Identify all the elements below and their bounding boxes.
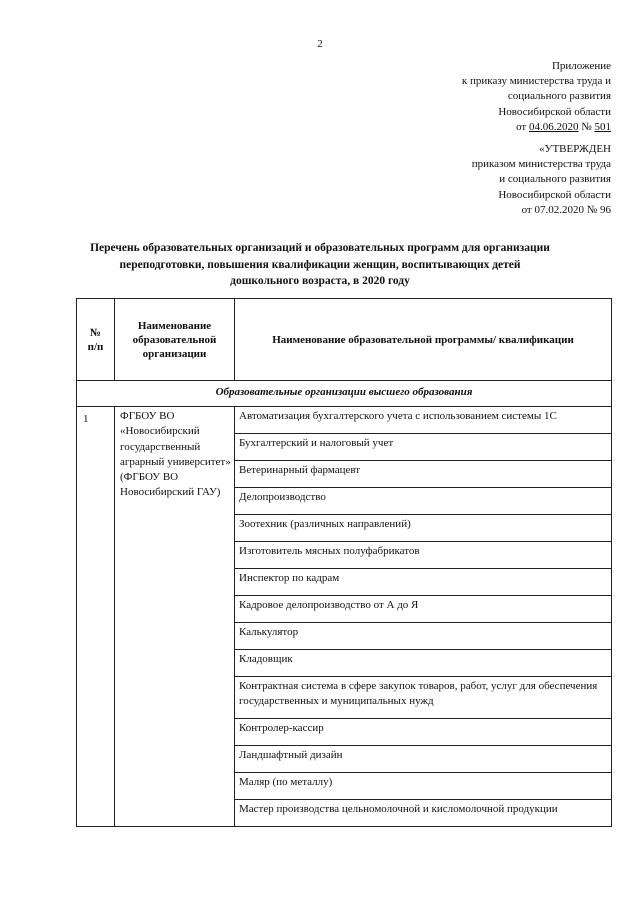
- approved-line: и социального развития: [499, 173, 611, 186]
- appendix-date-prefix: от: [516, 120, 529, 133]
- program-item: Маляр (по металлу): [235, 773, 611, 800]
- program-item: Ветеринарный фармацевт: [235, 461, 611, 488]
- section-title: Образовательные организации высшего образования: [77, 381, 611, 407]
- program-item: Делопроизводство: [235, 488, 611, 515]
- header-organization: [115, 299, 235, 380]
- program-item: Контролер-кассир: [235, 719, 611, 746]
- document-title: [60, 240, 580, 290]
- approved-line: «УТВЕРЖДЕН: [539, 143, 611, 155]
- row-organization: ФГБОУ ВО «Новосибирский государственный аграрный университет» (ФГБОУ ВО Новосибирский ГАУ): [115, 407, 235, 826]
- program-item: Бухгалтерский и налоговый учет: [235, 434, 611, 461]
- table-header-row: [77, 299, 611, 381]
- program-item: Контрактная система в сфере закупок товаров, работ, услуг для обеспечения государственных и муниципальных нужд: [235, 677, 611, 719]
- program-item: Кладовщик: [235, 650, 611, 677]
- approved-block: [472, 142, 611, 218]
- appendix-number-sign: №: [578, 120, 595, 133]
- program-item: Изготовитель мясных полуфабрикатов: [235, 542, 611, 569]
- program-list: [235, 407, 611, 826]
- header-program-text: Наименование образовательной программы/ квалификации: [272, 333, 574, 346]
- program-item: Кадровое делопроизводство от А до Я: [235, 596, 611, 623]
- appendix-line: к приказу министерства труда и: [461, 75, 611, 88]
- header-number: [77, 299, 115, 380]
- title-line: дошкольного возраста, в 2020 году: [230, 275, 410, 287]
- program-item: Автоматизация бухгалтерского учета с использованием системы 1С: [235, 407, 611, 434]
- title-line: переподготовки, повышения квалификации женщин, воспитывающих детей: [119, 258, 521, 271]
- appendix-date-line: [462, 120, 611, 135]
- program-item: Инспектор по кадрам: [235, 569, 611, 596]
- appendix-number: 501: [594, 120, 611, 133]
- page-number: 2: [317, 38, 323, 50]
- approved-line: Новосибирской области: [498, 188, 611, 201]
- appendix-date: 04.06.2020: [529, 120, 579, 133]
- header-program: [235, 299, 611, 380]
- program-item: Ландшафтный дизайн: [235, 746, 611, 773]
- appendix-block: [462, 59, 611, 135]
- appendix-line: Приложение: [551, 60, 611, 72]
- appendix-line: социального развития: [507, 90, 611, 103]
- program-item: Зоотехник (различных направлений): [235, 515, 611, 542]
- program-item: Мастер производства цельномолочной и кисломолочной продукции: [239, 803, 558, 815]
- approved-line: приказом министерства труда: [471, 158, 611, 171]
- appendix-line: Новосибирской области: [498, 105, 611, 118]
- header-number-text: № п/п: [87, 326, 104, 353]
- table-row: [77, 407, 611, 826]
- row-number: 1: [77, 407, 115, 826]
- program-item: Калькулятор: [235, 623, 611, 650]
- title-line: Перечень образовательных организаций и образовательных программ для организации: [90, 242, 550, 254]
- programs-table: [76, 298, 612, 827]
- header-organization-text: Наименование образовательной организации: [132, 319, 217, 360]
- approved-line: от 07.02.2020 № 96: [521, 203, 611, 216]
